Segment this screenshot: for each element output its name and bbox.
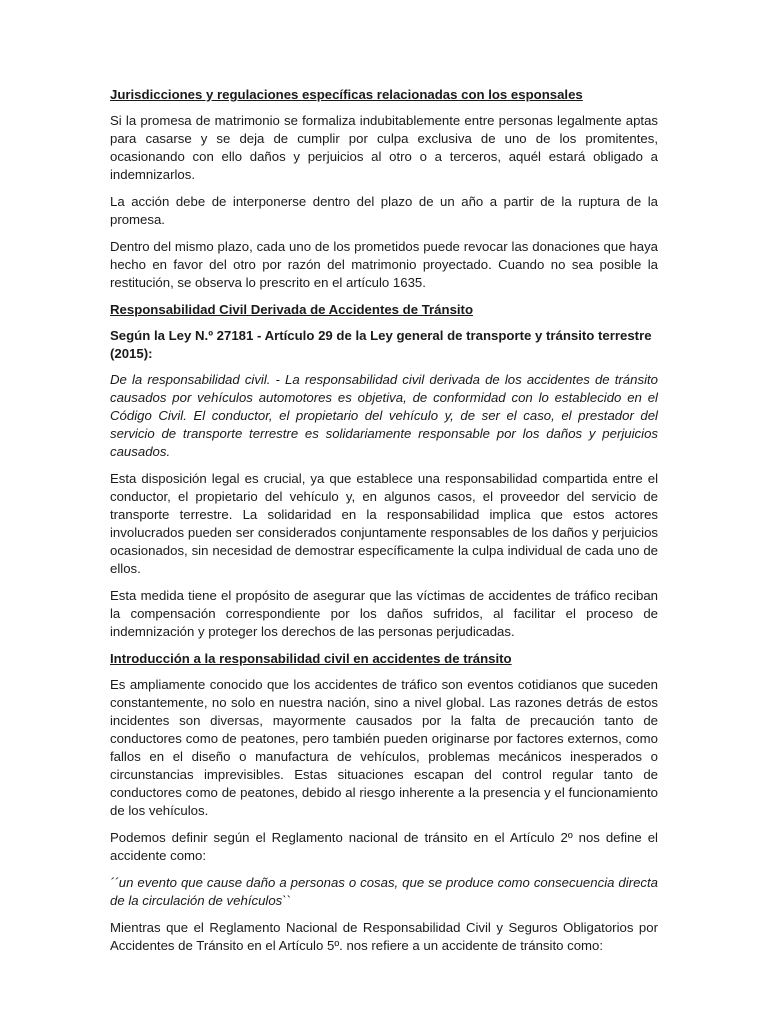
paragraph: Podemos definir según el Reglamento nacional de tránsito en el Artículo 2º nos define el accidente como: [110, 830, 658, 863]
paragraph: Esta medida tiene el propósito de asegurar que las víctimas de accidentes de tráfico reciban la compensación correspondiente por los daños sufridos, al facilitar el proceso de indemnización y proteger los derechos de las personas perjudicadas. [110, 588, 658, 639]
document-page [110, 80, 658, 964]
section-heading-responsabilidad-civil: Responsabilidad Civil Derivada de Accidentes de Tránsito [110, 302, 474, 317]
paragraph: La acción debe de interponerse dentro del plazo de un año a partir de la ruptura de la promesa. [110, 194, 658, 227]
paragraph: Esta disposición legal es crucial, ya que establece una responsabilidad compartida entre el conductor, el propietario del vehículo y, en algunos casos, el proveedor del servicio de transporte terrestre. La solidaridad en la responsabilidad implica que estos actores involucrados pueden ser considerados conjuntamente responsables de los daños y perjuicios ocasionados, sin necesidad de demostrar específicamente la culpa individual de cada uno de ellos. [110, 471, 658, 576]
law-citation-heading: Según la Ley N.º 27181 - Artículo 29 de la Ley general de transporte y tránsito terrestre (2015): [110, 328, 652, 361]
paragraph: Es ampliamente conocido que los accidentes de tráfico son eventos cotidianos que suceden constantemente, no solo en nuestra nación, sino a nivel global. Las razones detrás de estos incidentes son diversas, mayormente causados por la falta de precaución tanto de conductores como de peatones, pero también pueden originarse por factores externos, como fallos en el diseño o manufactura de vehículos, problemas mecánicos inesperados o circunstancias imprevisibles. Estas situaciones escapan del control regular tanto de conductores como de peatones, debido al riesgo inherente a la presencia y el funcionamiento de los vehículos. [110, 677, 658, 818]
section-heading-introduccion: Introducción a la responsabilidad civil en accidentes de tránsito [110, 651, 512, 666]
section-heading-esponsales: Jurisdicciones y regulaciones específicas relacionadas con los esponsales [110, 87, 583, 102]
paragraph: Mientras que el Reglamento Nacional de Responsabilidad Civil y Seguros Obligatorios por Accidentes de Tránsito en el Artículo 5º. nos refiere a un accidente de tránsito como: [110, 920, 658, 953]
paragraph: Si la promesa de matrimonio se formaliza indubitablemente entre personas legalmente aptas para casarse y se deja de cumplir por culpa exclusiva de uno de los promitentes, ocasionando con ello daños y perjuicios al otro o a terceros, aquél estará obligado a indemnizarlos. [110, 113, 658, 182]
definition-quote: ´´un evento que cause daño a personas o cosas, que se produce como consecuencia directa de la circulación de vehículos`` [110, 875, 658, 908]
paragraph: Dentro del mismo plazo, cada uno de los prometidos puede revocar las donaciones que haya hecho en favor del otro por razón del matrimonio proyectado. Cuando no sea posible la restitución, se observa lo prescrito en el artículo 1635. [110, 239, 658, 290]
law-quote: De la responsabilidad civil. - La responsabilidad civil derivada de los accidentes de tránsito causados por vehículos automotores es objetiva, de conformidad con lo establecido en el Código Civil. El conductor, el propietario del vehículo y, de ser el caso, el prestador del servicio de transporte terrestre es solidariamente responsable por los daños y perjuicios causados. [110, 372, 658, 459]
